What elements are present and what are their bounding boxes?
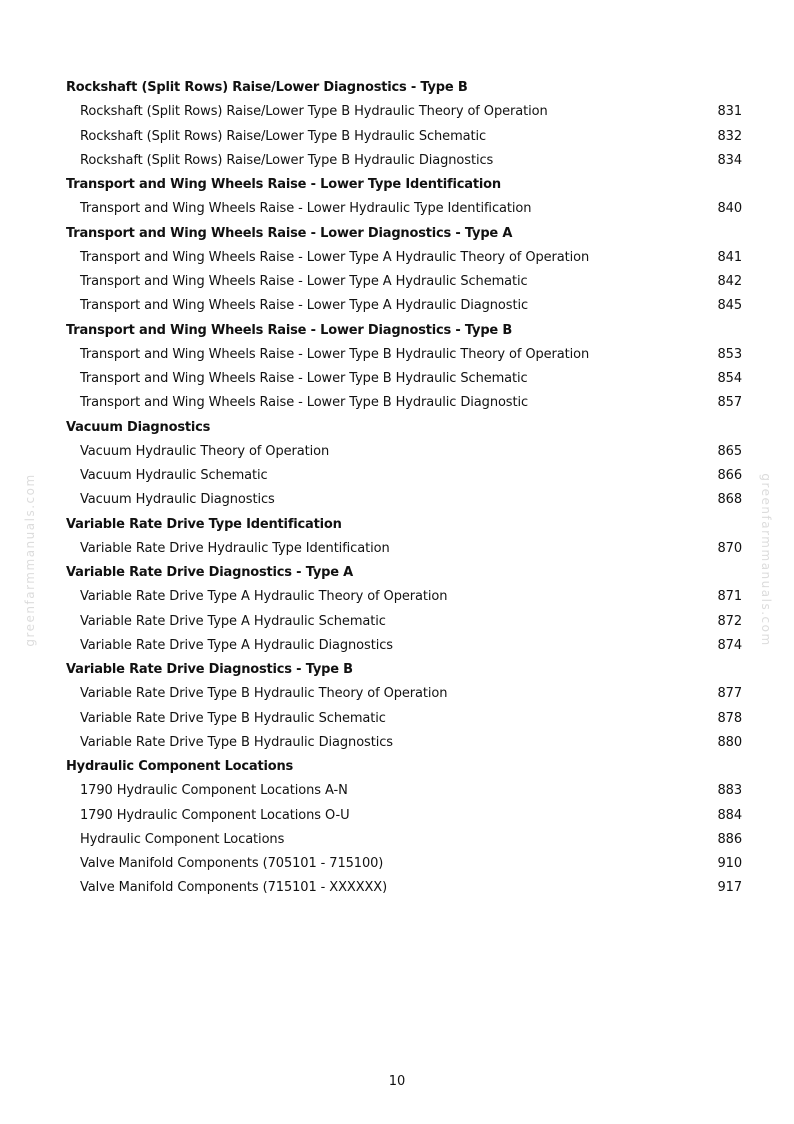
toc-entry-title: Transport and Wing Wheels Raise - Lower Type B Hydraulic Schematic xyxy=(80,371,528,386)
toc-section-heading: Rockshaft (Split Rows) Raise/Lower Diagnostics - Type B xyxy=(66,80,468,95)
toc-entry[interactable] xyxy=(66,197,742,221)
toc-entry-title: Variable Rate Drive Type B Hydraulic Theory of Operation xyxy=(80,686,448,702)
toc-entry-page-number: 845 xyxy=(717,298,742,314)
toc-section-heading: Variable Rate Drive Type Identification xyxy=(66,516,342,532)
toc-entry-page-number: 872 xyxy=(717,613,742,629)
toc-entry[interactable] xyxy=(66,440,742,464)
toc-entry-page-number: 857 xyxy=(717,395,742,411)
toc-entry-page-number: 832 xyxy=(717,128,742,144)
toc-entry-page-number: 834 xyxy=(717,152,742,168)
toc-entry-page-number: 854 xyxy=(717,371,742,386)
toc-entry-page-number: 870 xyxy=(717,540,742,556)
toc-section-heading: Hydraulic Component Locations xyxy=(66,759,294,774)
toc-entry[interactable] xyxy=(66,852,742,876)
toc-entry[interactable] xyxy=(66,367,742,391)
toc-entry[interactable] xyxy=(66,343,742,367)
toc-entry[interactable] xyxy=(66,100,742,124)
toc-entry-title: Vacuum Hydraulic Schematic xyxy=(80,468,268,483)
toc-entry-page-number: 840 xyxy=(717,201,742,217)
toc-entry-page-number: 874 xyxy=(717,637,742,653)
toc-entry-page-number: 865 xyxy=(717,443,742,459)
toc-entry-title: Variable Rate Drive Type A Hydraulic Theory of Operation xyxy=(80,589,448,605)
toc-entry[interactable] xyxy=(66,682,742,706)
toc-entry-page-number: 877 xyxy=(717,686,742,702)
toc-entry-title: Vacuum Hydraulic Diagnostics xyxy=(80,492,275,508)
toc-entry-title: Transport and Wing Wheels Raise - Lower Type B Hydraulic Diagnostic xyxy=(80,395,529,411)
toc-entry-title: Vacuum Hydraulic Theory of Operation xyxy=(80,443,330,459)
toc-entry[interactable] xyxy=(66,876,742,900)
toc-entry-title: Rockshaft (Split Rows) Raise/Lower Type B Hydraulic Schematic xyxy=(80,128,487,144)
toc-entry-page-number: 842 xyxy=(717,274,742,289)
toc-entry-page-number: 917 xyxy=(717,880,742,896)
toc-entry-title: Transport and Wing Wheels Raise - Lower Type B Hydraulic Theory of Operation xyxy=(80,346,590,362)
toc-entry-title: Transport and Wing Wheels Raise - Lower Type A Hydraulic Theory of Operation xyxy=(80,249,590,265)
toc-section-heading: Transport and Wing Wheels Raise - Lower Type Identification xyxy=(66,177,501,192)
toc-entry-page-number: 868 xyxy=(717,492,742,508)
toc-entry[interactable] xyxy=(66,488,742,512)
toc-entry-title: 1790 Hydraulic Component Locations O-U xyxy=(80,807,350,823)
toc-entry-title: Variable Rate Drive Type A Hydraulic Diagnostics xyxy=(80,637,393,653)
toc-entry-title: Variable Rate Drive Type B Hydraulic Diagnostics xyxy=(80,734,393,750)
toc-entry-page-number: 853 xyxy=(717,346,742,362)
toc-entry[interactable] xyxy=(66,294,742,318)
toc-entry-page-number: 884 xyxy=(717,807,742,823)
toc-section-heading: Transport and Wing Wheels Raise - Lower Diagnostics - Type B xyxy=(66,322,513,338)
toc-entry-page-number: 831 xyxy=(717,104,742,120)
toc-entry-page-number: 883 xyxy=(717,783,742,799)
toc-entry-title: Variable Rate Drive Type B Hydraulic Schematic xyxy=(80,710,386,726)
table-of-contents xyxy=(66,76,742,901)
toc-entry-title: Rockshaft (Split Rows) Raise/Lower Type B Hydraulic Theory of Operation xyxy=(80,104,548,120)
toc-entry-page-number: 886 xyxy=(717,831,742,847)
toc-entry[interactable] xyxy=(66,125,742,149)
toc-entry-title: Valve Manifold Components (715101 - XXXXXX) xyxy=(80,880,388,896)
toc-entry[interactable] xyxy=(66,804,742,828)
toc-entry-title: Hydraulic Component Locations xyxy=(80,831,285,847)
toc-entry-page-number: 871 xyxy=(717,589,742,605)
toc-entry-title: Rockshaft (Split Rows) Raise/Lower Type B Hydraulic Diagnostics xyxy=(80,152,494,168)
watermark-left: greenfarmmanuals.com xyxy=(23,473,37,647)
toc-entry-title: Transport and Wing Wheels Raise - Lower Type A Hydraulic Schematic xyxy=(80,274,528,289)
toc-entry[interactable] xyxy=(66,779,742,803)
toc-entry-page-number: 866 xyxy=(717,468,742,483)
toc-entry[interactable] xyxy=(66,634,742,658)
toc-section-heading: Variable Rate Drive Diagnostics - Type B xyxy=(66,662,353,677)
toc-entry-title: Transport and Wing Wheels Raise - Lower Type A Hydraulic Diagnostic xyxy=(80,298,529,314)
toc-entry[interactable] xyxy=(66,537,742,561)
toc-entry-title: Transport and Wing Wheels Raise - Lower Hydraulic Type Identification xyxy=(80,201,532,217)
toc-entry-page-number: 841 xyxy=(717,249,742,265)
toc-entry[interactable] xyxy=(66,731,742,755)
toc-section-heading: Transport and Wing Wheels Raise - Lower Diagnostics - Type A xyxy=(66,225,513,241)
toc-entry-page-number: 910 xyxy=(717,856,742,871)
toc-entry-title: 1790 Hydraulic Component Locations A-N xyxy=(80,783,348,799)
watermark-right: greenfarmmanuals.com xyxy=(759,473,773,647)
page-number: 10 xyxy=(388,1074,406,1089)
toc-entry-page-number: 878 xyxy=(717,710,742,726)
toc-entry[interactable] xyxy=(66,246,742,270)
toc-entry-title: Variable Rate Drive Type A Hydraulic Schematic xyxy=(80,613,386,629)
toc-entry-title: Variable Rate Drive Hydraulic Type Identification xyxy=(80,540,390,556)
toc-entry[interactable] xyxy=(66,464,742,488)
toc-entry[interactable] xyxy=(66,828,742,852)
toc-section-heading: Variable Rate Drive Diagnostics - Type A xyxy=(66,565,354,580)
toc-entry[interactable] xyxy=(66,391,742,415)
toc-entry-page-number: 880 xyxy=(717,734,742,750)
toc-entry[interactable] xyxy=(66,149,742,173)
toc-entry[interactable] xyxy=(66,610,742,634)
toc-entry[interactable] xyxy=(66,585,742,609)
toc-entry[interactable] xyxy=(66,270,742,294)
toc-entry-title: Valve Manifold Components (705101 - 715100) xyxy=(80,856,384,871)
toc-section-heading: Vacuum Diagnostics xyxy=(66,419,211,435)
toc-entry[interactable] xyxy=(66,707,742,731)
